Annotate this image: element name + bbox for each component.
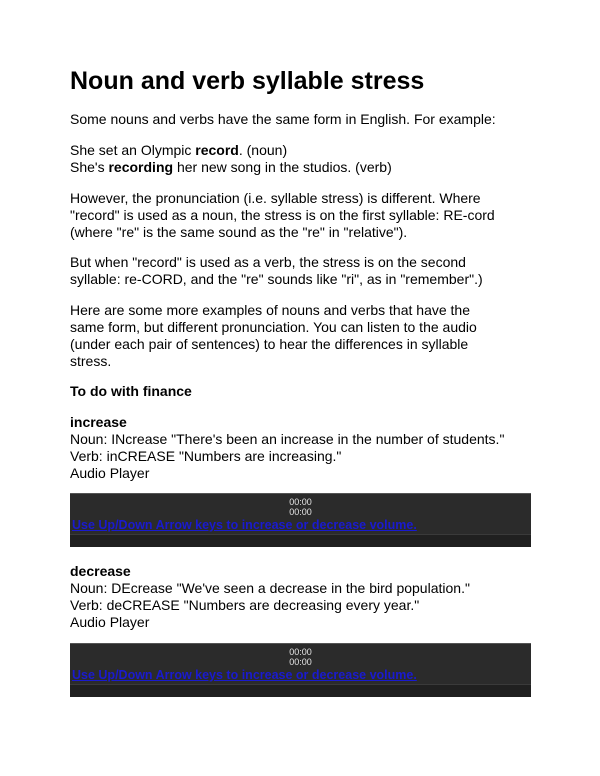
player-progress-bar[interactable] <box>70 684 531 697</box>
audio-player-label: Audio Player <box>70 614 150 630</box>
word-entry-increase <box>70 414 532 482</box>
bold-word-recording: recording <box>108 159 174 175</box>
noun-example: Noun: DEcrease "We've seen a decrease in the bird population." <box>70 580 470 596</box>
verb-example: Verb: inCREASE "Numbers are increasing." <box>70 448 342 464</box>
word-heading: decrease <box>70 563 131 579</box>
however-paragraph: However, the pronunciation (i.e. syllable stress) is different. Where "record" is used as a noun, the stress is on the first syllable: RE-cord (where "re" is the same sound as the "re" in "relative"). <box>70 190 495 240</box>
duration: 00:00 <box>289 507 312 517</box>
verb-example: Verb: deCREASE "Numbers are decreasing every year." <box>70 597 420 613</box>
volume-control-link[interactable]: Use Up/Down Arrow keys to increase or decrease volume. <box>72 518 417 532</box>
duration: 00:00 <box>289 657 312 667</box>
word-heading: increase <box>70 414 127 430</box>
page-title: Noun and verb syllable stress <box>70 67 425 95</box>
volume-control-link[interactable]: Use Up/Down Arrow keys to increase or decrease volume. <box>72 668 417 682</box>
audio-player-label: Audio Player <box>70 465 150 481</box>
more-examples-paragraph: Here are some more examples of nouns and verbs that have the same form, but different pronunciation. You can listen to the audio (under each pair of sentences) to hear the differences in syllable stress. <box>70 302 477 369</box>
examples-paragraph <box>70 142 532 176</box>
word-entry-decrease <box>70 563 532 631</box>
example-noun: She set an Olympic record. (noun) <box>70 142 288 158</box>
current-time: 00:00 <box>289 647 312 657</box>
bold-word-record: record <box>195 142 239 158</box>
audio-player[interactable] <box>70 643 531 697</box>
noun-example: Noun: INcrease "There's been an increase in the number of students." <box>70 431 505 447</box>
intro-paragraph: Some nouns and verbs have the same form in English. For example: <box>70 111 496 127</box>
example-verb: She's recording her new song in the studios. (verb) <box>70 159 392 175</box>
audio-player[interactable] <box>70 493 531 547</box>
player-progress-bar[interactable] <box>70 534 531 547</box>
section-heading: To do with finance <box>70 383 192 399</box>
verb-stress-paragraph: But when "record" is used as a verb, the stress is on the second syllable: re-CORD, and the "re" sounds like "ri", as in "remember".) <box>70 254 483 287</box>
current-time: 00:00 <box>289 497 312 507</box>
